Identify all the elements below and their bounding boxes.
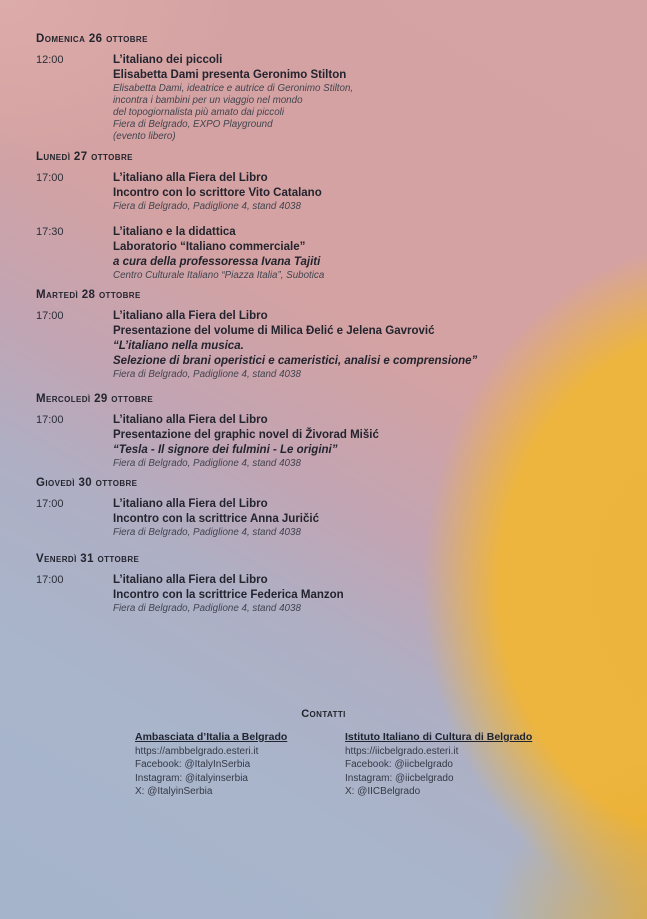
event-title-line: Incontro con la scrittrice Anna Juričić — [113, 513, 319, 525]
event-venue: Fiera di Belgrado, EXPO Playground — [113, 119, 273, 130]
event-details — [113, 573, 621, 615]
day-heading: Lunedì 27 ottobre — [36, 151, 133, 163]
event-venue: Fiera di Belgrado, Padiglione 4, stand 4038 — [113, 458, 301, 469]
embassy-name-link[interactable]: Ambasciata d’Italia a Belgrado — [135, 731, 288, 743]
event-title-line: Laboratorio “Italiano commerciale” — [113, 241, 306, 253]
day-heading: Domenica 26 ottobre — [36, 33, 148, 45]
event-title-line: Presentazione del volume di Milica Đelić e Jelena Gavrović — [113, 325, 435, 337]
embassy-x: X: @ItalyinSerbia — [135, 786, 213, 797]
event-description: Elisabetta Dami, ideatrice e autrice di Geronimo Stilton, — [113, 83, 354, 94]
event-title-line: Incontro con lo scrittore Vito Catalano — [113, 187, 322, 199]
day-section-mercoledi-29 — [36, 393, 621, 482]
day-section-domenica-26 — [36, 33, 621, 155]
event — [36, 225, 621, 282]
institute-website-link[interactable]: https://iicbelgrado.esteri.it — [345, 745, 459, 757]
event-curator: a cura della professoressa Ivana Tajiti — [113, 256, 321, 268]
event-title-line: L’italiano e la didattica — [113, 226, 236, 238]
event-details — [113, 497, 621, 539]
event-venue: Fiera di Belgrado, Padiglione 4, stand 4038 — [113, 369, 301, 380]
event-time: 17:00 — [36, 310, 64, 322]
day-heading: Venerdì 31 ottobre — [36, 553, 140, 565]
event — [36, 413, 621, 470]
day-section-martedi-28 — [36, 289, 621, 393]
event-title-line: L’italiano alla Fiera del Libro — [113, 574, 268, 586]
institute-facebook: Facebook: @iicbelgrado — [345, 759, 453, 770]
event-time: 12:00 — [36, 54, 64, 66]
institute-name-link[interactable]: Istituto Italiano di Cultura di Belgrado — [345, 731, 533, 743]
institute-instagram: Instagram: @iicbelgrado — [345, 772, 454, 784]
embassy-instagram: Instagram: @italyinserbia — [135, 772, 248, 784]
event-description: incontra i bambini per un viaggio nel mondo — [113, 95, 303, 106]
event-details — [113, 413, 621, 470]
event — [36, 53, 621, 143]
event-time: 17:00 — [36, 498, 64, 510]
event-details — [113, 171, 621, 213]
event — [36, 309, 621, 381]
institute-x: X: @IICBelgrado — [345, 786, 421, 797]
contact-institute — [345, 731, 545, 799]
event — [36, 497, 621, 539]
event — [36, 171, 621, 213]
embassy-website-link[interactable]: https://ambbelgrado.esteri.it — [135, 745, 259, 757]
event-description: del topogiornalista più amato dai piccoli — [113, 107, 285, 118]
event-details — [113, 309, 621, 381]
event-venue: Fiera di Belgrado, Padiglione 4, stand 4038 — [113, 201, 301, 212]
event-title-line: Elisabetta Dami presenta Geronimo Stilton — [113, 69, 347, 81]
event-time: 17:00 — [36, 172, 64, 184]
event — [36, 573, 621, 615]
day-section-venerdi-31 — [36, 553, 621, 627]
event-book-title: Selezione di brani operistici e cameristici, analisi e comprensione” — [113, 355, 478, 367]
event-venue: Fiera di Belgrado, Padiglione 4, stand 4038 — [113, 527, 301, 538]
contacts-section — [135, 731, 545, 799]
contact-embassy — [135, 731, 335, 799]
event-title-line: L’italiano alla Fiera del Libro — [113, 414, 268, 426]
event-note: (evento libero) — [113, 131, 176, 142]
event-book-title: “L’italiano nella musica. — [113, 340, 244, 352]
event-details — [113, 53, 621, 143]
event-venue: Fiera di Belgrado, Padiglione 4, stand 4038 — [113, 603, 301, 614]
event-details — [113, 225, 621, 282]
event-book-title: “Tesla - Il signore dei fulmini - Le origini” — [113, 444, 338, 456]
day-section-giovedi-30 — [36, 477, 621, 551]
event-title-line: L’italiano alla Fiera del Libro — [113, 498, 268, 510]
event-title-line: L’italiano alla Fiera del Libro — [113, 310, 268, 322]
event-title-line: L’italiano dei piccoli — [113, 54, 223, 66]
day-heading: Martedì 28 ottobre — [36, 289, 141, 301]
event-venue: Centro Culturale Italiano “Piazza Italia”, Subotica — [113, 270, 325, 281]
event-title-line: L’italiano alla Fiera del Libro — [113, 172, 268, 184]
event-time: 17:00 — [36, 574, 64, 586]
embassy-facebook: Facebook: @ItalyInSerbia — [135, 759, 251, 770]
event-time: 17:30 — [36, 226, 64, 238]
event-time: 17:00 — [36, 414, 64, 426]
contacts-heading: Contatti — [301, 708, 346, 720]
event-title-line: Presentazione del graphic novel di Živorad Mišić — [113, 429, 379, 441]
day-heading: Mercoledì 29 ottobre — [36, 393, 154, 405]
day-heading: Giovedì 30 ottobre — [36, 477, 138, 489]
day-section-lunedi-27 — [36, 151, 621, 294]
event-title-line: Incontro con la scrittrice Federica Manzon — [113, 589, 344, 601]
